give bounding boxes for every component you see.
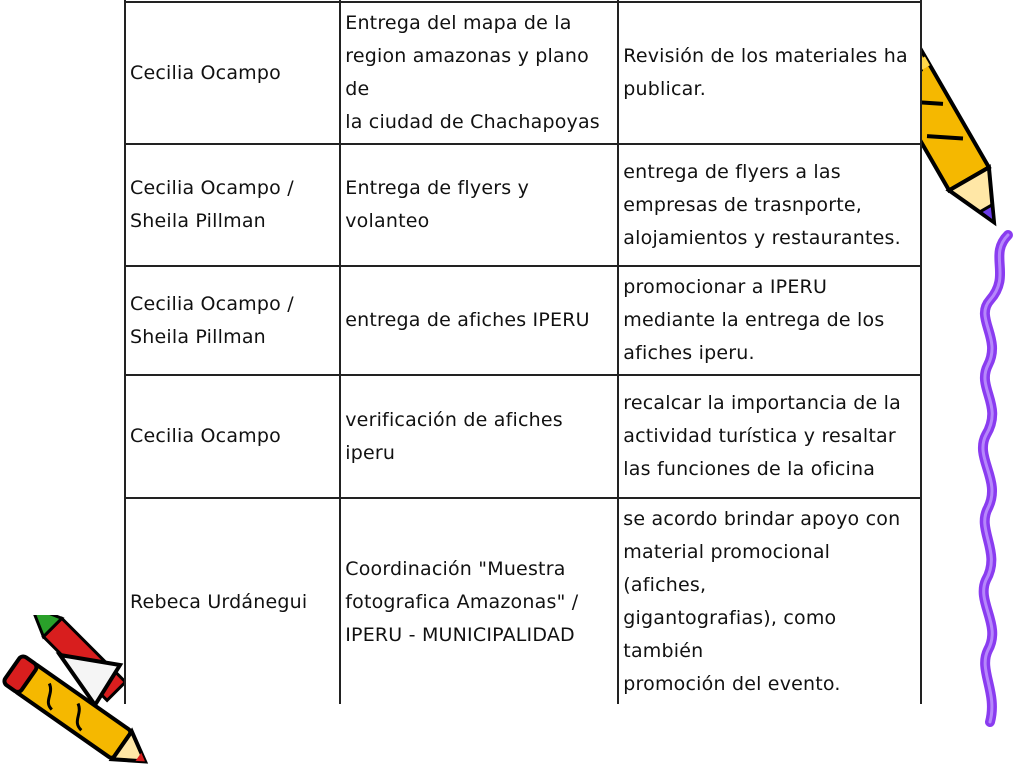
detail-cell: Revisión de los materiales ha publicar.	[618, 2, 921, 144]
activity-table	[124, 0, 922, 704]
squiggle-line	[968, 230, 1024, 730]
detail-cell: se acordo brindar apoyo con material promocional (afiches, gigantografias), como también promoción del evento.	[618, 498, 921, 704]
activity-cell: verificación de afiches iperu	[340, 375, 618, 498]
data-table	[124, 0, 922, 704]
detail-cell: recalcar la importancia de la actividad turística y resaltar las funciones de la oficina	[618, 375, 921, 498]
activity-cell: entrega de afiches IPERU	[340, 266, 618, 375]
table-row	[125, 498, 921, 704]
detail-cell: entrega de flyers a las empresas de trasnporte, alojamientos y restaurantes.	[618, 144, 921, 266]
activity-cell: Entrega de flyers y volanteo	[340, 144, 618, 266]
detail-cell: promocionar a IPERU mediante la entrega de los afiches iperu.	[618, 266, 921, 375]
table-row	[125, 2, 921, 144]
table-row	[125, 144, 921, 266]
table-row	[125, 375, 921, 498]
responsible-cell: Cecilia Ocampo	[125, 2, 340, 144]
activity-cell: Entrega del mapa de la region amazonas y plano de la ciudad de Chachapoyas	[340, 2, 618, 144]
responsible-cell: Cecilia Ocampo	[125, 375, 340, 498]
activity-cell: Coordinación "Muestra fotografica Amazonas" / IPERU - MUNICIPALIDAD	[340, 498, 618, 704]
responsible-cell: Cecilia Ocampo / Sheila Pillman	[125, 266, 340, 375]
responsible-cell: Cecilia Ocampo / Sheila Pillman	[125, 144, 340, 266]
table-row	[125, 266, 921, 375]
responsible-cell: Rebeca Urdánegui	[125, 498, 340, 704]
